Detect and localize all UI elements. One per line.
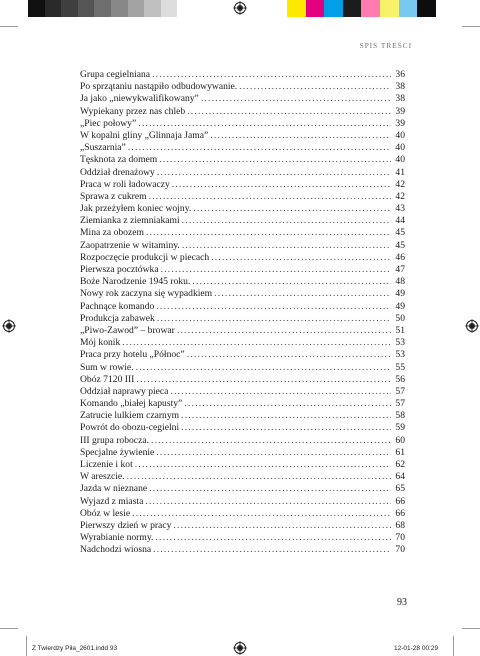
dot-leader bbox=[136, 374, 391, 386]
dot-leader bbox=[157, 313, 391, 325]
toc-entry-title: Pierwsza pocztówka bbox=[80, 264, 159, 275]
toc-entry bbox=[80, 337, 405, 349]
toc-entry-title: Sum w rowie. bbox=[80, 361, 134, 373]
color-swatch bbox=[361, 0, 380, 17]
toc-entry-title: Praca przy hotelu „Północ” bbox=[80, 349, 185, 361]
dot-leader bbox=[184, 398, 391, 410]
toc-entry-title: Nowy rok zaczyna się wypadkiem bbox=[80, 288, 213, 300]
color-swatch bbox=[417, 0, 436, 17]
toc-entry bbox=[80, 203, 405, 215]
crop-mark bbox=[453, 636, 454, 656]
color-swatch bbox=[399, 0, 418, 17]
toc-entry bbox=[80, 69, 405, 81]
toc-entry bbox=[80, 301, 405, 313]
toc-entry-page: 40 bbox=[395, 142, 405, 154]
dot-leader bbox=[127, 471, 391, 483]
toc-entry bbox=[80, 264, 405, 276]
color-swatch bbox=[343, 0, 362, 17]
toc-entry-page: 64 bbox=[395, 471, 405, 483]
dot-leader bbox=[181, 422, 391, 434]
color-swatch bbox=[144, 0, 161, 17]
toc-entry-title: Ja jako „niewykwalifikowany” bbox=[80, 93, 199, 105]
running-header: SPIS TREŚCI bbox=[359, 41, 412, 50]
toc-entry bbox=[80, 313, 405, 325]
toc-entry-page: 42 bbox=[395, 190, 405, 202]
toc-entry-page: 40 bbox=[395, 129, 405, 141]
dot-leader bbox=[159, 154, 391, 166]
toc-entry-page: 65 bbox=[395, 483, 405, 495]
toc-entry-title: Oddział naprawy pieca bbox=[80, 385, 169, 397]
toc-entry-title: Grupa cegielniana bbox=[80, 69, 151, 80]
toc-entry-title: Liczenie i kot bbox=[80, 459, 133, 470]
toc-entry-page: 70 bbox=[395, 544, 405, 556]
toc-entry bbox=[80, 520, 405, 532]
dot-leader bbox=[187, 106, 391, 118]
toc-entry bbox=[80, 410, 405, 422]
color-swatch bbox=[287, 0, 306, 17]
toc-entry-title: Rozpoczęcie produkcji w piecach bbox=[80, 251, 210, 263]
color-swatch bbox=[324, 0, 343, 17]
dot-leader bbox=[138, 118, 391, 130]
toc-entry bbox=[80, 167, 405, 179]
toc-entry-page: 53 bbox=[395, 337, 405, 349]
slug-datetime: 12-01-28 00:29 bbox=[394, 645, 439, 652]
dot-leader bbox=[193, 203, 391, 215]
toc-entry-title: Komando „białej kapusty” bbox=[80, 398, 183, 410]
toc-entry-page: 56 bbox=[395, 373, 405, 385]
toc-entry-page: 57 bbox=[395, 385, 405, 397]
color-swatch bbox=[161, 0, 178, 17]
color-swatch bbox=[306, 0, 325, 17]
toc-entry bbox=[80, 447, 405, 459]
crop-mark bbox=[0, 26, 18, 27]
crop-mark bbox=[0, 628, 18, 629]
toc-entry bbox=[80, 93, 405, 105]
toc-entry-title: Po sprzątaniu nastąpiło odbudowywanie. bbox=[80, 81, 238, 93]
toc-entry-title: W kopalni gliny „Glinnaja Jama” bbox=[80, 129, 209, 141]
dot-leader bbox=[210, 130, 391, 142]
dot-leader bbox=[145, 496, 391, 508]
toc-entry bbox=[80, 252, 405, 264]
toc-entry bbox=[80, 532, 405, 544]
toc-entry-title: Jazda w nieznane bbox=[80, 483, 148, 495]
toc-entry-title: Wyjazd z miasta bbox=[80, 495, 144, 507]
toc-entry bbox=[80, 422, 405, 434]
registration-mark-icon bbox=[233, 1, 247, 15]
dot-leader bbox=[153, 544, 391, 556]
toc-entry bbox=[80, 240, 405, 252]
toc-entry-page: 38 bbox=[395, 81, 405, 93]
dot-leader bbox=[122, 337, 391, 349]
color-swatch bbox=[78, 0, 95, 17]
toc-entry-page: 66 bbox=[395, 507, 405, 519]
toc-entry bbox=[80, 349, 405, 361]
toc-entry bbox=[80, 471, 405, 483]
toc-entry-title: Mój konik bbox=[80, 337, 121, 349]
toc-entry-title: Wyrabianie normy. bbox=[80, 532, 154, 544]
toc-entry-page: 62 bbox=[395, 459, 405, 470]
toc-entry-title: Specjalne żywienie bbox=[80, 446, 155, 458]
toc-entry-page: 43 bbox=[395, 203, 405, 215]
toc-entry bbox=[80, 227, 405, 239]
dot-leader bbox=[152, 69, 391, 81]
toc-entry-page: 48 bbox=[395, 276, 405, 288]
toc-entry bbox=[80, 215, 405, 227]
toc-entry-title: Praca w roli ładowaczy bbox=[80, 178, 170, 190]
dot-leader bbox=[182, 240, 391, 252]
toc-entry-page: 49 bbox=[395, 288, 405, 300]
toc-entry-page: 45 bbox=[395, 239, 405, 251]
toc-entry-title: Obóz w lesie bbox=[80, 507, 131, 519]
toc-entry bbox=[80, 374, 405, 386]
toc-entry-title: „Piwo-Zawod” – browar bbox=[80, 324, 175, 336]
dot-leader bbox=[192, 276, 391, 288]
dot-leader bbox=[214, 288, 391, 300]
toc-entry-title: Zaopatrzenie w witaminy. bbox=[80, 239, 180, 251]
toc-entry-title: Obóz 7120 III bbox=[80, 373, 135, 385]
dot-leader bbox=[146, 227, 391, 239]
color-calibration-bar bbox=[287, 0, 436, 17]
toc-entry-page: 42 bbox=[395, 178, 405, 190]
toc-entry-page: 59 bbox=[395, 422, 405, 434]
toc-entry bbox=[80, 459, 405, 471]
toc-entry-page: 58 bbox=[395, 410, 405, 422]
toc-entry-page: 47 bbox=[395, 264, 405, 275]
dot-leader bbox=[173, 520, 391, 532]
dot-leader bbox=[177, 325, 391, 337]
toc-entry-title: Pachnące komando bbox=[80, 300, 155, 312]
dot-leader bbox=[136, 362, 391, 374]
toc-entry bbox=[80, 496, 405, 508]
page-number: 93 bbox=[397, 597, 407, 608]
toc-entry bbox=[80, 154, 405, 166]
slug-filename: Z Twierdzy Piła_2601.indd 93 bbox=[32, 645, 118, 652]
toc-entry-title: „Suszarnia” bbox=[80, 142, 126, 154]
toc-entry-page: 46 bbox=[395, 251, 405, 263]
toc-entry bbox=[80, 325, 405, 337]
toc-entry bbox=[80, 398, 405, 410]
toc-entry-page: 50 bbox=[395, 312, 405, 324]
toc-entry-page: 66 bbox=[395, 495, 405, 507]
dot-leader bbox=[181, 410, 391, 422]
toc-entry-title: Tęsknota za domem bbox=[80, 154, 158, 166]
toc-entry-title: Ziemianka z ziemniakami bbox=[80, 215, 180, 227]
dot-leader bbox=[211, 252, 391, 264]
toc-entry bbox=[80, 81, 405, 93]
color-swatch bbox=[28, 0, 45, 17]
crop-mark bbox=[462, 628, 480, 629]
toc-entry-page: 41 bbox=[395, 166, 405, 178]
crop-mark bbox=[462, 26, 480, 27]
toc-entry-page: 60 bbox=[395, 434, 405, 446]
dot-leader bbox=[161, 264, 391, 276]
color-swatch bbox=[94, 0, 111, 17]
toc-entry bbox=[80, 288, 405, 300]
toc-entry-page: 44 bbox=[395, 215, 405, 227]
toc-entry bbox=[80, 142, 405, 154]
toc-entry-page: 38 bbox=[395, 93, 405, 105]
toc-entry bbox=[80, 508, 405, 520]
toc-entry bbox=[80, 483, 405, 495]
dot-leader bbox=[156, 447, 391, 459]
dot-leader bbox=[155, 532, 391, 544]
toc-entry-title: Mina za obozem bbox=[80, 227, 144, 239]
dot-leader bbox=[128, 142, 391, 154]
toc-entry-page: 39 bbox=[395, 117, 405, 129]
toc-entry bbox=[80, 106, 405, 118]
toc-entry-title: W areszcie. bbox=[80, 471, 125, 483]
toc-entry-page: 45 bbox=[395, 227, 405, 239]
toc-entry-page: 61 bbox=[395, 446, 405, 458]
dot-leader bbox=[170, 386, 391, 398]
toc-entry bbox=[80, 386, 405, 398]
toc-entry-page: 40 bbox=[395, 154, 405, 166]
color-swatch bbox=[61, 0, 78, 17]
gray-calibration-bar bbox=[28, 0, 177, 17]
dot-leader bbox=[182, 215, 391, 227]
color-swatch bbox=[128, 0, 145, 17]
toc-entry-title: Pierwszy dzień w pracy bbox=[80, 519, 172, 531]
toc-entry-title: Nadchodzi wiosna bbox=[80, 544, 152, 556]
toc-entry-title: Jak przeżyłem koniec wojny. bbox=[80, 203, 192, 215]
dot-leader bbox=[187, 349, 391, 361]
toc-entry bbox=[80, 544, 405, 556]
toc-entry bbox=[80, 179, 405, 191]
dot-leader bbox=[151, 435, 391, 447]
dot-leader bbox=[132, 508, 391, 520]
toc-entry-title: Produkcja zabawek bbox=[80, 312, 155, 324]
dot-leader bbox=[156, 301, 391, 313]
toc-entry-title: Oddział drenażowy bbox=[80, 166, 155, 178]
toc-entry-page: 53 bbox=[395, 349, 405, 361]
crop-mark bbox=[26, 636, 27, 656]
toc-entry-page: 70 bbox=[395, 532, 405, 544]
toc-entry-page: 51 bbox=[395, 324, 405, 336]
toc-entry-page: 57 bbox=[395, 398, 405, 410]
registration-mark-icon bbox=[2, 319, 16, 333]
toc-entry-page: 39 bbox=[395, 105, 405, 117]
color-swatch bbox=[380, 0, 399, 17]
toc-entry-title: „Piec połowy” bbox=[80, 117, 137, 129]
table-of-contents bbox=[80, 69, 405, 557]
dot-leader bbox=[172, 179, 391, 191]
toc-entry-title: III grupa robocza. bbox=[80, 434, 149, 446]
toc-entry bbox=[80, 130, 405, 142]
toc-entry-page: 49 bbox=[395, 300, 405, 312]
color-swatch bbox=[45, 0, 62, 17]
dot-leader bbox=[239, 81, 391, 93]
toc-entry-page: 36 bbox=[395, 69, 405, 80]
color-swatch bbox=[111, 0, 128, 17]
toc-entry-title: Zatrucie lulkiem czarnym bbox=[80, 410, 180, 422]
toc-entry bbox=[80, 276, 405, 288]
registration-mark-icon bbox=[465, 319, 479, 333]
toc-entry bbox=[80, 362, 405, 374]
dot-leader bbox=[149, 483, 391, 495]
dot-leader bbox=[157, 167, 391, 179]
toc-entry bbox=[80, 191, 405, 203]
toc-entry-title: Boże Narodzenie 1945 roku. bbox=[80, 276, 191, 288]
toc-entry bbox=[80, 118, 405, 130]
toc-entry-title: Powrót do obozu-cegielni bbox=[80, 422, 180, 434]
toc-entry-page: 68 bbox=[395, 519, 405, 531]
toc-entry-title: Sprawa z cukrem bbox=[80, 190, 147, 202]
dot-leader bbox=[201, 93, 391, 105]
toc-entry-title: Wypiekany przez nas chleb bbox=[80, 105, 186, 117]
toc-entry-page: 55 bbox=[395, 361, 405, 373]
toc-entry bbox=[80, 435, 405, 447]
dot-leader bbox=[135, 459, 391, 471]
registration-mark-icon bbox=[233, 641, 247, 655]
dot-leader bbox=[149, 191, 391, 203]
